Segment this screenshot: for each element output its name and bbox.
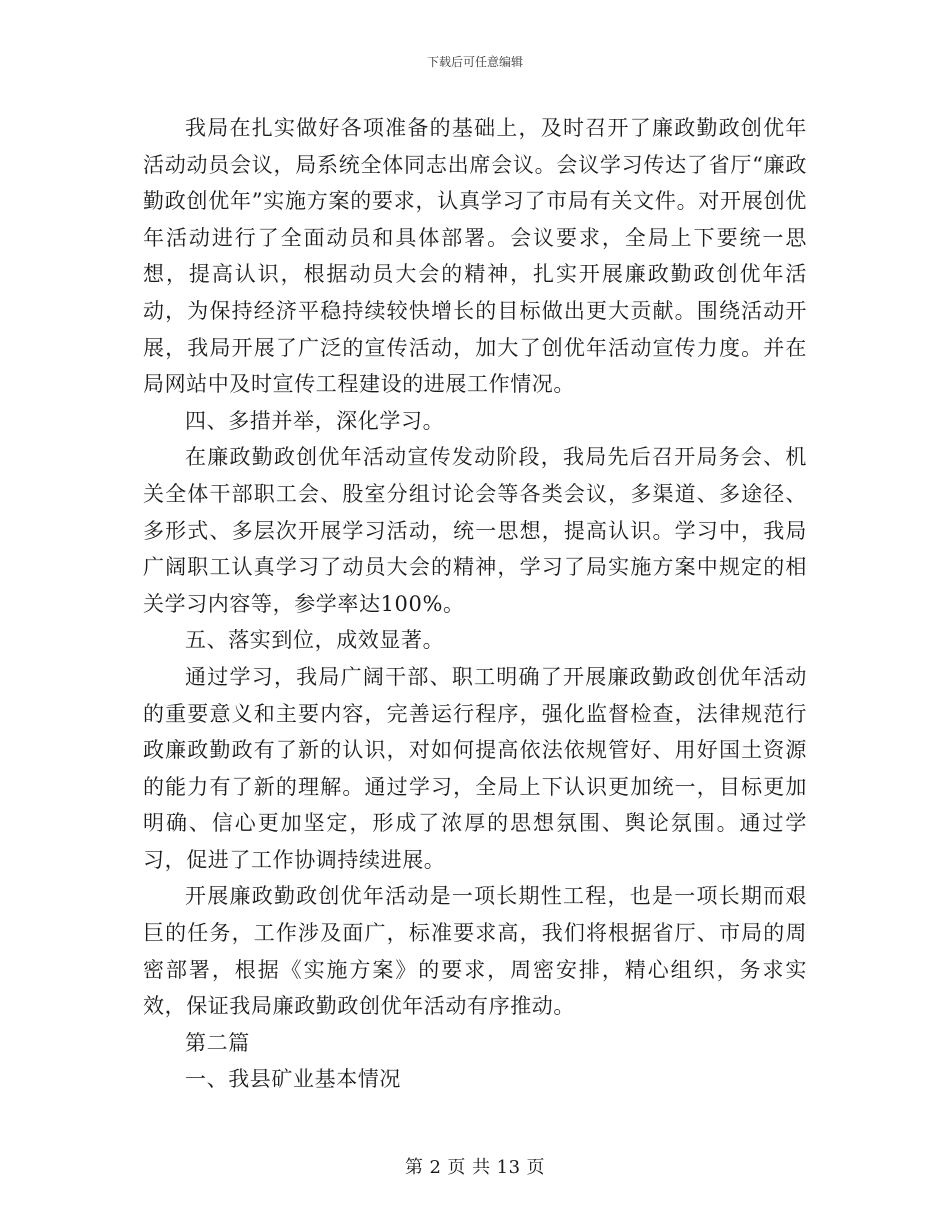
footer-prefix: 第: [404, 1157, 424, 1178]
section-heading-one-mining: 一、我县矿业基本情况: [185, 1067, 401, 1092]
document-body: [143, 110, 807, 1098]
page-footer: [0, 1153, 950, 1179]
part-two-title: 第二篇: [185, 1030, 250, 1055]
footer-page-number: 2: [429, 1157, 442, 1178]
section-heading-five: 五、落实到位，成效显著。: [185, 628, 445, 653]
page-header-note: 下载后可任意编辑: [426, 55, 523, 69]
section-heading-four: 四、多措并举，深化学习。: [185, 408, 445, 433]
paragraph-learning-results: 通过学习，我局广阔干部、职工明确了开展廉政勤政创优年活动的重要意义和主要内容，完善运行程序，强化监督检查，法律规范行政廉政勤政有了新的认识，对如何提高依法依规管好、用好国土资源的能力有了新的理解。通过学习，全局上下认识更加统一，目标更加明确、信心更加坚定，形成了浓厚的思想氛围、舆论氛围。通过学习，促进了工作协调持续进展。: [143, 664, 807, 872]
paragraph-long-term-task: 开展廉政勤政创优年活动是一项长期性工程，也是一项长期而艰巨的任务，工作涉及面广，标准要求高，我们将根据省厅、市局的周密部署，根据《实施方案》的要求，周密安排，精心组织，务求实效，保证我局廉政勤政创优年活动有序推动。: [143, 884, 807, 1019]
footer-suffix: 页: [526, 1157, 546, 1178]
footer-total-pages: 13: [496, 1157, 521, 1178]
paragraph-mobilization-meeting: 我局在扎实做好各项准备的基础上，及时召开了廉政勤政创优年活动动员会议，局系统全体同志出席会议。会议学习传达了省厅“廉政勤政创优年”实施方案的要求，认真学习了市局有关文件。对开展创优年活动进行了全面动员和具体部署。会议要求，全局上下要统一思想，提高认识，根据动员大会的精神，扎实开展廉政勤政创优年活动，为保持经济平稳持续较快增长的目标做出更大贡献。围绕活动开展，我局开展了广泛的宣传活动，加大了创优年活动宣传力度。并在局网站中及时宣传工程建设的进展工作情况。: [143, 116, 807, 397]
footer-middle: 页 共: [447, 1157, 491, 1178]
paragraph-learning-activities: 在廉政勤政创优年活动宣传发动阶段，我局先后召开局务会、机关全体干部职工会、股室分组讨论会等各类会议，多渠道、多途径、多形式、多层次开展学习活动，统一思想，提高认识。学习中，我局广阔职工认真学习了动员大会的精神，学习了局实施方案中规定的相关学习内容等，参学率达100%。: [143, 445, 807, 616]
